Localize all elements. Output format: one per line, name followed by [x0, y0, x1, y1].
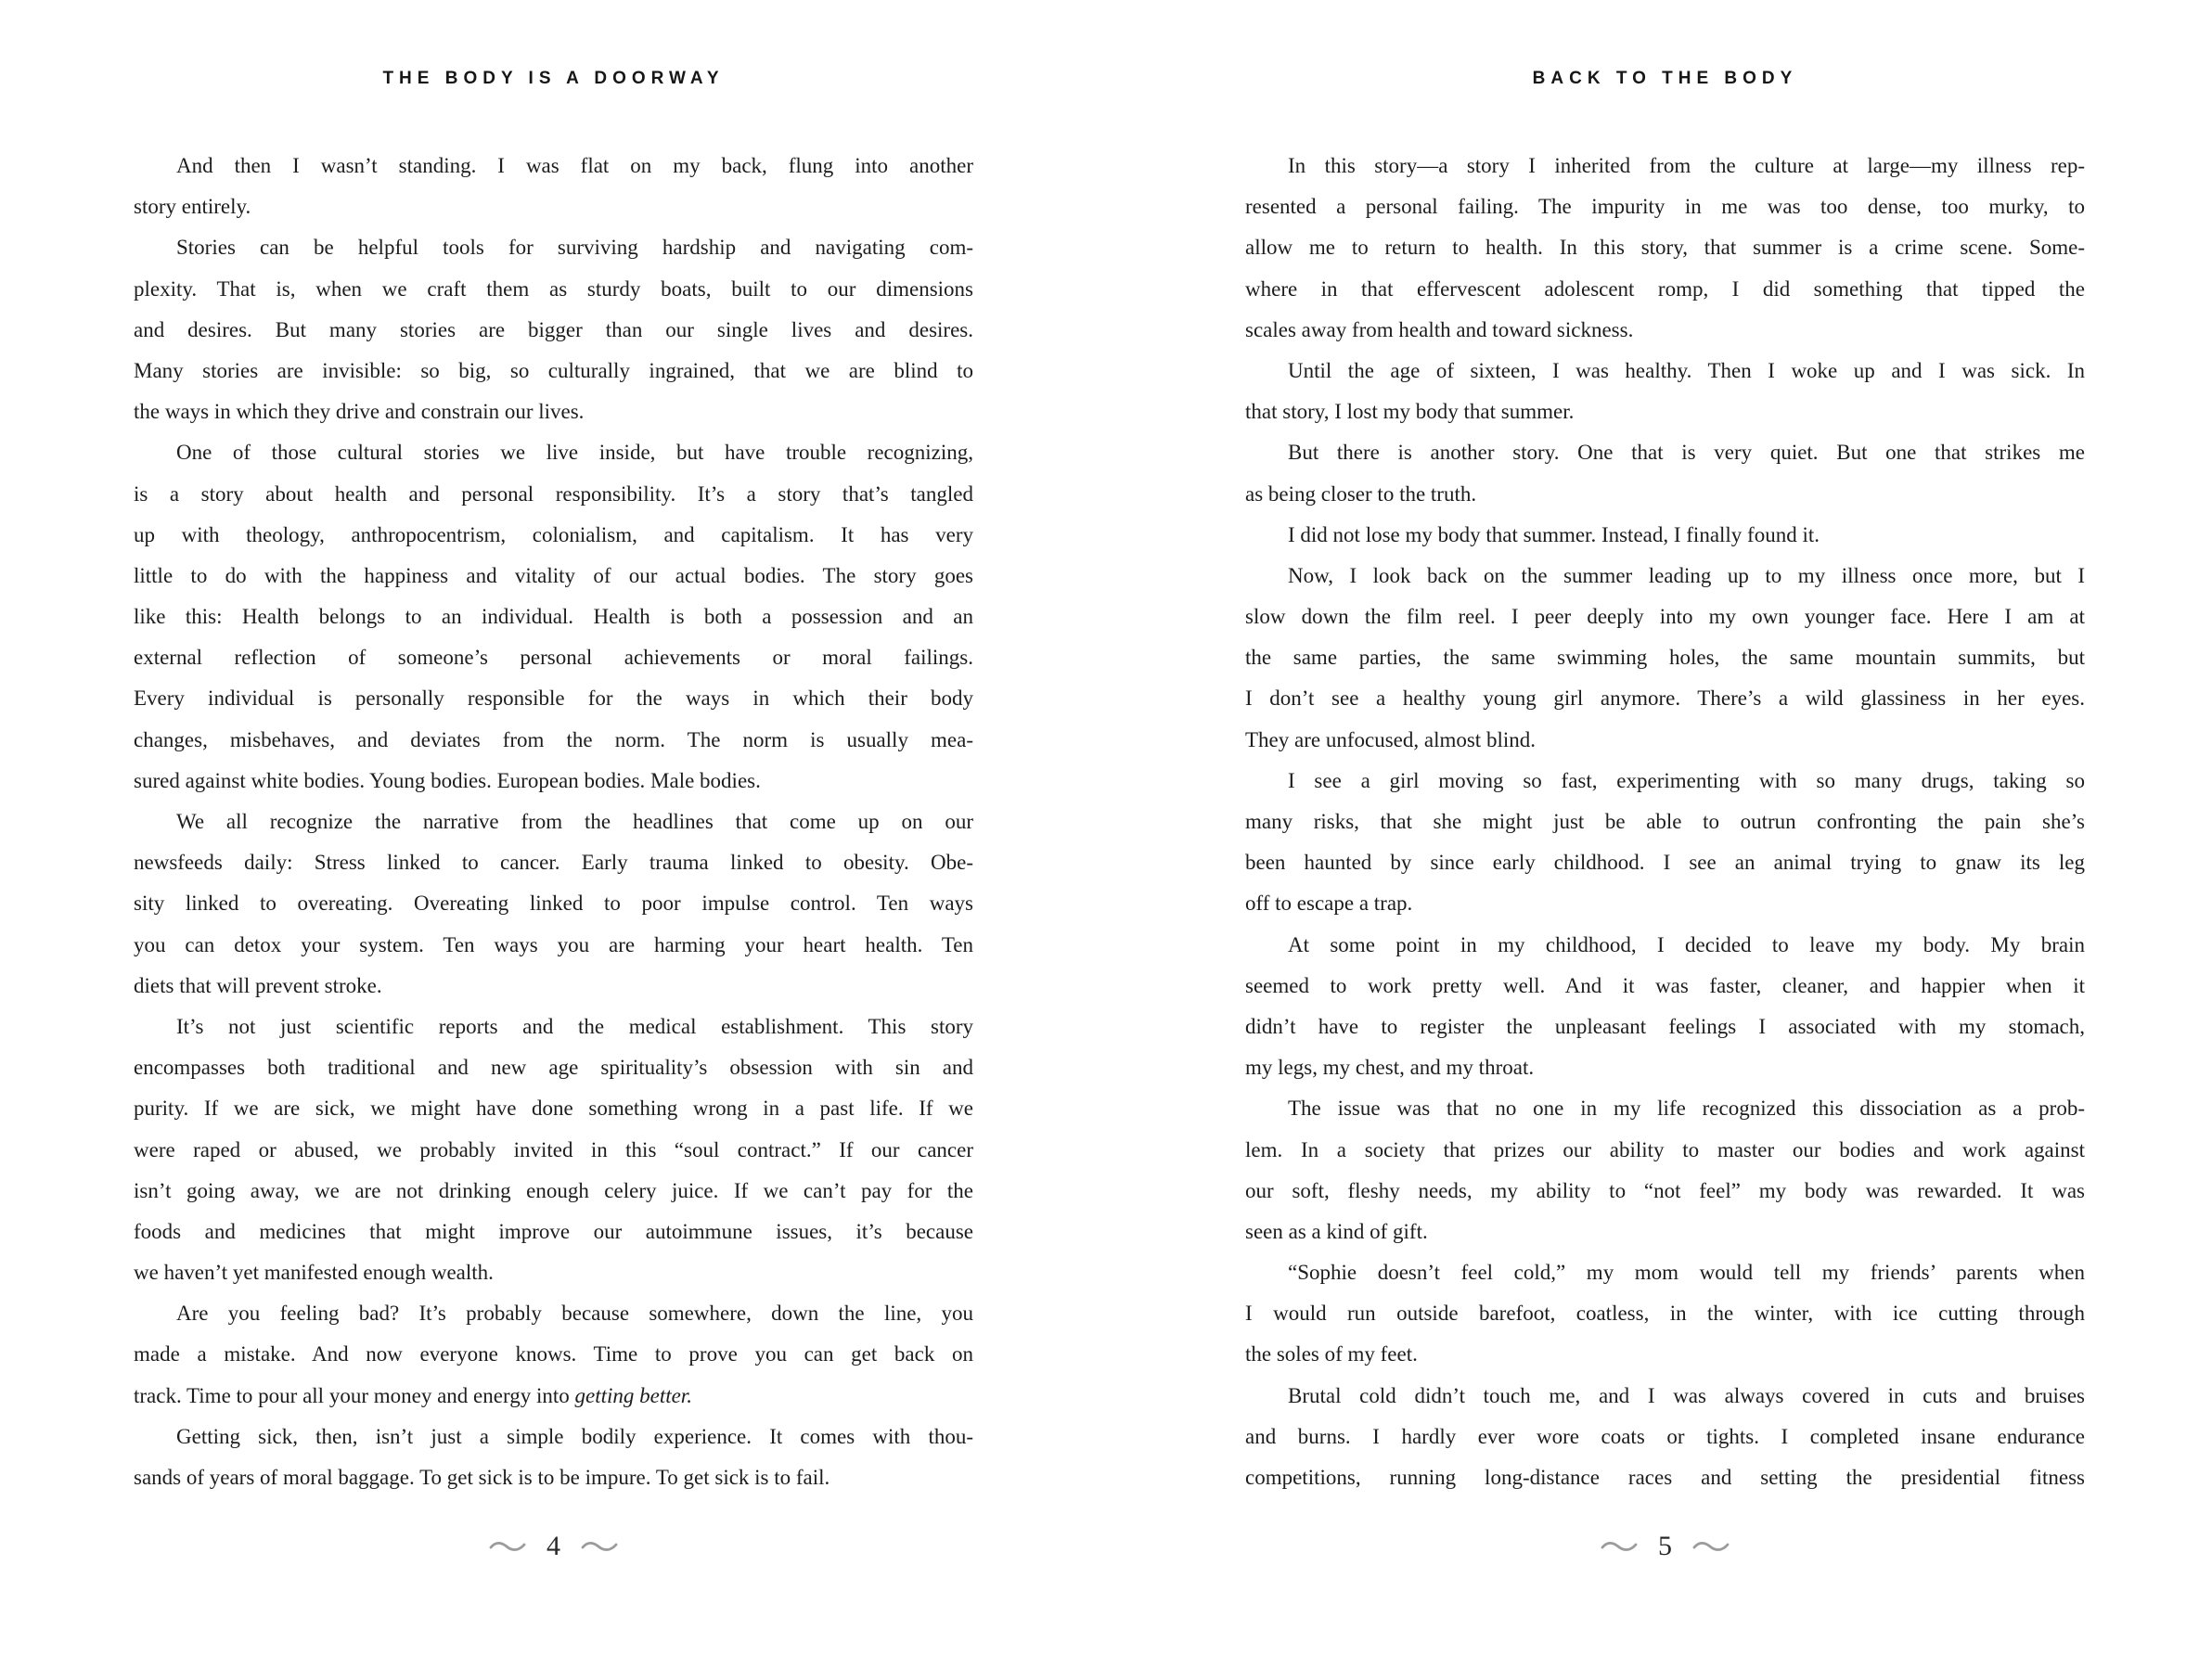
- text-line: sured against white bodies. Young bodies. European bodies. Male bodies.: [134, 768, 761, 792]
- text-line: Now, I look back on the summer leading up to my illness once more, but I: [1288, 563, 2085, 587]
- text-line: Are you feeling bad? It’s probably because somewhere, down the line, you: [176, 1302, 973, 1326]
- text-line: our soft, fleshy needs, my ability to “not feel” my body was rewarded. It was: [1245, 1178, 2085, 1202]
- text-line: the ways in which they drive and constrain our lives.: [134, 400, 585, 424]
- text-line: scales away from health and toward sickness.: [1245, 317, 1634, 341]
- text-line: allow me to return to health. In this story, that summer is a crime scene. Some-: [1245, 236, 2085, 260]
- text-line: Stories can be helpful tools for surviving hardship and navigating com-: [176, 236, 973, 260]
- text-line: At some point in my childhood, I decided to leave my body. My brain: [1288, 932, 2085, 956]
- text-line: isn’t going away, we are not drinking enough celery juice. If we can’t pay for the: [134, 1178, 973, 1202]
- page-footer: [1245, 1529, 2085, 1575]
- text-line: up with theology, anthropocentrism, colonialism, and capitalism. It has very: [134, 522, 973, 546]
- text-line: story entirely.: [134, 195, 251, 219]
- text-line: resented a personal failing. The impurity in me was too dense, too murky, to: [1245, 195, 2085, 219]
- text-line: off to escape a trap.: [1245, 892, 1413, 916]
- text-line: external reflection of someone’s personal achievements or moral failings.: [134, 646, 973, 670]
- text-line: made a mistake. And now everyone knows. Time to prove you can get back on: [134, 1342, 973, 1366]
- text-line: In this story—a story I inherited from the culture at large—my illness rep-: [1288, 154, 2085, 177]
- text-line: as being closer to the truth.: [1245, 481, 1477, 506]
- text-line: seen as a kind of gift.: [1245, 1219, 1428, 1243]
- text-line: the same parties, the same swimming holes, the same mountain summits, but: [1245, 646, 2085, 670]
- text-line: And then I wasn’t standing. I was flat on my back, flung into another: [176, 154, 973, 177]
- text-line: and desires. But many stories are bigger than our single lives and desires.: [134, 317, 973, 341]
- text-line: many risks, that she might just be able to outrun confronting the pain she’s: [1245, 810, 2085, 833]
- tilde-ornament-icon: [489, 1540, 526, 1553]
- tilde-ornament-icon: [1601, 1540, 1638, 1553]
- text-line: seemed to work pretty well. And it was faster, cleaner, and happier when it: [1245, 973, 2085, 997]
- text-line: Until the age of sixteen, I was healthy. Then I woke up and I was sick. In: [1288, 358, 2085, 382]
- text-line: But there is another story. One that is very quiet. But one that strikes me: [1288, 441, 2085, 465]
- text-line: “Sophie doesn’t feel cold,” my mom would tell my friends’ parents when: [1288, 1261, 2085, 1285]
- text-line: It’s not just scientific reports and the medical establishment. This story: [176, 1014, 973, 1038]
- text-line: the soles of my feet.: [1245, 1342, 1418, 1366]
- text-line: Brutal cold didn’t touch me, and I was always covered in cuts and bruises: [1288, 1383, 2085, 1407]
- text-line: little to do with the happiness and vitality of our actual bodies. The story goes: [134, 563, 973, 587]
- running-header: BACK TO THE BODY: [1532, 69, 1798, 88]
- text-line: track. Time to pour all your money and energy into getting better.: [134, 1383, 692, 1407]
- text-line: purity. If we are sick, we might have done something wrong in a past life. If we: [134, 1097, 973, 1121]
- page-footer: [134, 1529, 973, 1575]
- text-line: slow down the film reel. I peer deeply into my own younger face. Here I am at: [1245, 605, 2085, 629]
- tilde-ornament-icon: [1692, 1540, 1730, 1553]
- text-line: didn’t have to register the unpleasant feelings I associated with my stomach,: [1245, 1014, 2085, 1038]
- text-line: competitions, running long-distance races and setting the presidential fitness: [1245, 1466, 2085, 1489]
- text-line: were raped or abused, we probably invited in this “soul contract.” If our cancer: [134, 1137, 973, 1161]
- text-line: lem. In a society that prizes our ability to master our bodies and work against: [1245, 1137, 2085, 1161]
- text-line: been haunted by since early childhood. I see an animal trying to gnaw its leg: [1245, 851, 2085, 875]
- text-line: Every individual is personally responsible for the ways in which their body: [134, 686, 973, 711]
- body-text: [134, 146, 973, 1498]
- text-line: like this: Health belongs to an individual. Health is both a possession and an: [134, 605, 973, 629]
- text-line: we haven’t yet manifested enough wealth.: [134, 1261, 494, 1285]
- text-line: sity linked to overeating. Overeating linked to poor impulse control. Ten ways: [134, 892, 973, 916]
- text-line: encompasses both traditional and new age spirituality’s obsession with sin and: [134, 1056, 973, 1080]
- tilde-ornament-icon: [581, 1540, 618, 1553]
- text-line: that story, I lost my body that summer.: [1245, 400, 1575, 424]
- text-line: changes, misbehaves, and deviates from the norm. The norm is usually mea-: [134, 727, 973, 751]
- text-line: where in that effervescent adolescent romp, I did something that tipped the: [1245, 276, 2085, 301]
- text-line: sands of years of moral baggage. To get sick is to be impure. To get sick is to fail.: [134, 1466, 830, 1489]
- right-page: [1106, 0, 2212, 1655]
- text-line: foods and medicines that might improve our autoimmune issues, it’s because: [134, 1219, 973, 1243]
- text-line: The issue was that no one in my life recognized this dissociation as a prob-: [1288, 1097, 2085, 1121]
- text-line: Getting sick, then, isn’t just a simple bodily experience. It comes with thou-: [176, 1424, 973, 1448]
- text-line: is a story about health and personal responsibility. It’s a story that’s tangled: [134, 481, 973, 506]
- text-line: I don’t see a healthy young girl anymore. There’s a wild glassiness in her eyes.: [1245, 686, 2085, 711]
- text-line: diets that will prevent stroke.: [134, 973, 382, 997]
- text-line: Many stories are invisible: so big, so culturally ingrained, that we are blind to: [134, 358, 973, 382]
- text-line: you can detox your system. Ten ways you are harming your heart health. Ten: [134, 932, 973, 956]
- text-line: I see a girl moving so fast, experimenting with so many drugs, taking so: [1288, 768, 2085, 792]
- text-line: my legs, my chest, and my throat.: [1245, 1056, 1535, 1080]
- running-header: THE BODY IS A DOORWAY: [382, 69, 725, 88]
- text-line: newsfeeds daily: Stress linked to cancer. Early trauma linked to obesity. Obe-: [134, 851, 973, 875]
- text-line: plexity. That is, when we craft them as sturdy boats, built to our dimensions: [134, 276, 973, 301]
- text-line: They are unfocused, almost blind.: [1245, 727, 1536, 751]
- text-line: We all recognize the narrative from the headlines that come up on our: [176, 810, 973, 833]
- page-number: 4: [547, 1531, 560, 1562]
- text-line: and burns. I hardly ever wore coats or tights. I completed insane endurance: [1245, 1424, 2085, 1448]
- body-text: [1245, 146, 2085, 1498]
- text-line: I would run outside barefoot, coatless, in the winter, with ice cutting through: [1245, 1302, 2085, 1326]
- text-line: I did not lose my body that summer. Instead, I finally found it.: [1288, 522, 1820, 546]
- text-line: One of those cultural stories we live inside, but have trouble recognizing,: [176, 441, 973, 465]
- page-number: 5: [1658, 1531, 1672, 1562]
